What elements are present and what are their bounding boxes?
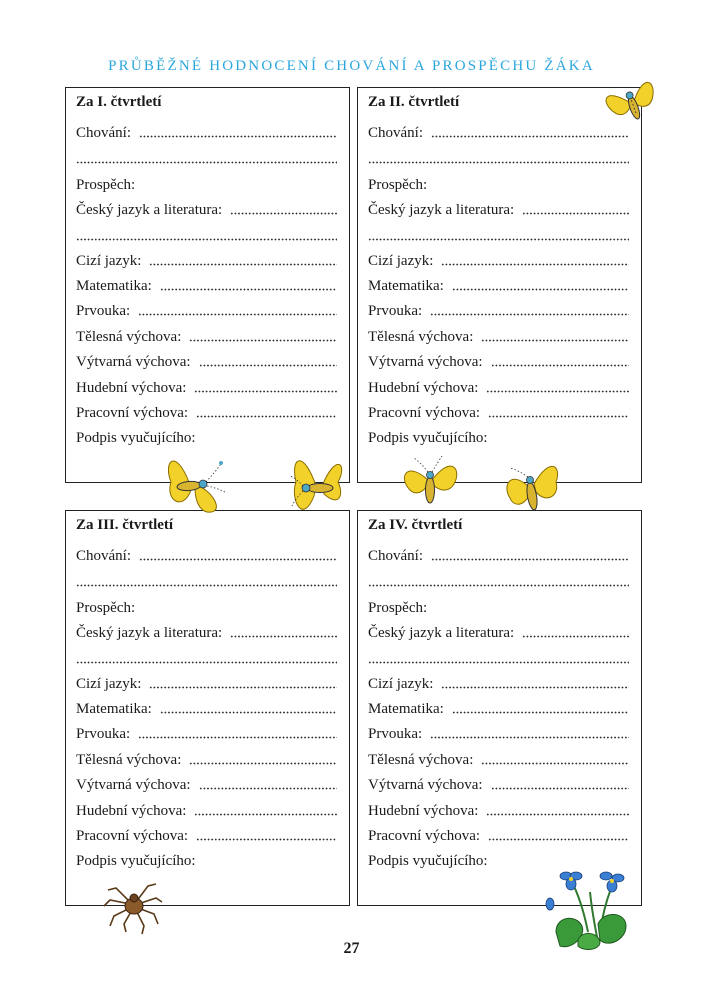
math-row[interactable] (76, 275, 337, 295)
dotted-line[interactable] (486, 813, 629, 816)
page-title: PRŮBĚŽNÉ HODNOCENÍ CHOVÁNÍ A PROSPĚCHU ŽÁKA (108, 58, 595, 74)
grades-row (368, 597, 629, 617)
dotted-line[interactable] (481, 339, 629, 342)
prvouka-label: Prvouka: (76, 726, 131, 742)
grades-row (76, 174, 337, 194)
dotted-line[interactable] (138, 313, 337, 316)
dotted-line[interactable] (368, 584, 629, 587)
signature-label: Podpis vyučujícího: (368, 853, 488, 869)
art-row[interactable] (368, 774, 629, 794)
signature-label: Podpis vyučujícího: (368, 430, 488, 446)
butterfly-icon (282, 448, 352, 528)
czech-row-2[interactable] (368, 225, 629, 245)
prvouka-label: Prvouka: (76, 303, 131, 319)
dotted-line[interactable] (491, 364, 629, 367)
work-label: Pracovní výchova: (76, 405, 189, 421)
foreign-label: Cizí jazyk: (368, 253, 434, 269)
work-label: Pracovní výchova: (368, 828, 481, 844)
czech-row[interactable] (368, 622, 629, 642)
dotted-line[interactable] (368, 661, 629, 664)
czech-row-2[interactable] (76, 225, 337, 245)
behavior-label: Chování: (368, 125, 423, 141)
math-label: Matematika: (368, 278, 444, 294)
dotted-line[interactable] (194, 390, 337, 393)
quarter-box-2 (357, 87, 642, 483)
grades-row (368, 174, 629, 194)
dotted-line[interactable] (199, 787, 337, 790)
dotted-line[interactable] (139, 558, 337, 561)
grades-label: Prospěch: (368, 600, 428, 616)
dotted-line[interactable] (430, 736, 629, 739)
dotted-line[interactable] (138, 736, 337, 739)
behavior-row[interactable] (368, 122, 629, 142)
signature-row[interactable] (368, 427, 629, 447)
foreign-label: Cizí jazyk: (368, 676, 434, 692)
signature-row[interactable] (76, 850, 337, 870)
signature-label: Podpis vyučujícího: (76, 853, 196, 869)
dotted-line[interactable] (149, 686, 337, 689)
behavior-row[interactable] (76, 545, 337, 565)
grades-label: Prospěch: (368, 177, 428, 193)
behavior-row[interactable] (76, 122, 337, 142)
quarter-box-1 (65, 87, 350, 483)
behavior-label: Chování: (368, 548, 423, 564)
behavior-label: Chování: (76, 548, 131, 564)
foreign-row[interactable] (76, 250, 337, 270)
dotted-line[interactable] (486, 390, 629, 393)
music-row[interactable] (368, 800, 629, 820)
dotted-line[interactable] (488, 415, 629, 418)
work-row[interactable] (76, 402, 337, 422)
czech-row-2[interactable] (76, 648, 337, 668)
math-row[interactable] (368, 698, 629, 718)
czech-label: Český jazyk a literatura: (368, 625, 515, 641)
math-label: Matematika: (368, 701, 444, 717)
prvouka-label: Prvouka: (368, 726, 423, 742)
behavior-row-2[interactable] (368, 571, 629, 591)
music-row[interactable] (368, 377, 629, 397)
dotted-line[interactable] (481, 762, 629, 765)
prvouka-label: Prvouka: (368, 303, 423, 319)
quarter-heading: Za IV. čtvrtletí (368, 517, 463, 533)
pe-row[interactable] (368, 749, 629, 769)
dotted-line[interactable] (488, 838, 629, 841)
czech-label: Český jazyk a literatura: (76, 202, 223, 218)
czech-label: Český jazyk a literatura: (76, 625, 223, 641)
art-label: Výtvarná výchova: (76, 777, 191, 793)
music-label: Hudební výchova: (368, 803, 479, 819)
dotted-line[interactable] (452, 288, 629, 291)
prvouka-row[interactable] (368, 300, 629, 320)
math-row[interactable] (76, 698, 337, 718)
prvouka-row[interactable] (368, 723, 629, 743)
grades-label: Prospěch: (76, 600, 136, 616)
dotted-line[interactable] (196, 415, 337, 418)
pe-label: Tělesná výchova: (368, 752, 474, 768)
quarter-box-3 (65, 510, 350, 906)
music-label: Hudební výchova: (368, 380, 479, 396)
page-number: 27 (343, 940, 360, 957)
dotted-line[interactable] (76, 661, 337, 664)
math-label: Matematika: (76, 701, 152, 717)
work-row[interactable] (368, 825, 629, 845)
math-label: Matematika: (76, 278, 152, 294)
art-row[interactable] (368, 351, 629, 371)
dotted-line[interactable] (230, 635, 337, 638)
dotted-line[interactable] (194, 813, 337, 816)
dotted-line[interactable] (199, 364, 337, 367)
music-label: Hudební výchova: (76, 380, 187, 396)
czech-row[interactable] (76, 622, 337, 642)
dotted-line[interactable] (139, 135, 337, 138)
dotted-line[interactable] (76, 238, 337, 241)
butterfly-icon (396, 450, 464, 510)
spider-icon (100, 872, 166, 936)
grades-row (76, 597, 337, 617)
dotted-line[interactable] (196, 838, 337, 841)
foreign-label: Cizí jazyk: (76, 676, 142, 692)
work-row[interactable] (76, 825, 337, 845)
work-label: Pracovní výchova: (76, 828, 189, 844)
work-row[interactable] (368, 402, 629, 422)
prvouka-row[interactable] (76, 300, 337, 320)
art-label: Výtvarná výchova: (368, 354, 483, 370)
dotted-line[interactable] (452, 711, 629, 714)
dotted-line[interactable] (189, 762, 337, 765)
dotted-line[interactable] (522, 635, 629, 638)
dotted-line[interactable] (149, 263, 337, 266)
behavior-row-2[interactable] (76, 571, 337, 591)
quarter-heading: Za III. čtvrtletí (76, 517, 174, 533)
dotted-line[interactable] (368, 161, 629, 164)
behavior-row-2[interactable] (368, 148, 629, 168)
pe-label: Tělesná výchova: (76, 329, 182, 345)
dotted-line[interactable] (431, 135, 629, 138)
pe-label: Tělesná výchova: (368, 329, 474, 345)
czech-label: Český jazyk a literatura: (368, 202, 515, 218)
dotted-line[interactable] (230, 212, 337, 215)
dotted-line[interactable] (189, 339, 337, 342)
foreign-row[interactable] (368, 250, 629, 270)
dotted-line[interactable] (441, 686, 629, 689)
art-row[interactable] (76, 351, 337, 371)
dotted-line[interactable] (76, 161, 337, 164)
dotted-line[interactable] (441, 263, 629, 266)
signature-label: Podpis vyučujícího: (76, 430, 196, 446)
behavior-label: Chování: (76, 125, 131, 141)
dotted-line[interactable] (491, 787, 629, 790)
prvouka-row[interactable] (76, 723, 337, 743)
quarter-box-4 (357, 510, 642, 906)
quarter-heading: Za I. čtvrtletí (76, 94, 162, 110)
butterfly-icon (155, 442, 235, 522)
dotted-line[interactable] (368, 238, 629, 241)
dotted-line[interactable] (160, 711, 337, 714)
music-row[interactable] (76, 800, 337, 820)
behavior-row-2[interactable] (76, 148, 337, 168)
grades-label: Prospěch: (76, 177, 136, 193)
art-label: Výtvarná výchova: (76, 354, 191, 370)
pe-row[interactable] (76, 326, 337, 346)
art-row[interactable] (76, 774, 337, 794)
quarter-heading: Za II. čtvrtletí (368, 94, 460, 110)
music-row[interactable] (76, 377, 337, 397)
czech-row[interactable] (368, 199, 629, 219)
art-label: Výtvarná výchova: (368, 777, 483, 793)
butterfly-icon (500, 452, 564, 524)
czech-row[interactable] (76, 199, 337, 219)
foreign-row[interactable] (76, 673, 337, 693)
dotted-line[interactable] (76, 584, 337, 587)
pe-row[interactable] (76, 749, 337, 769)
butterfly-icon (600, 72, 664, 132)
czech-row-2[interactable] (368, 648, 629, 668)
foreign-row[interactable] (368, 673, 629, 693)
math-row[interactable] (368, 275, 629, 295)
dotted-line[interactable] (431, 558, 629, 561)
dotted-line[interactable] (522, 212, 629, 215)
dotted-line[interactable] (430, 313, 629, 316)
pe-label: Tělesná výchova: (76, 752, 182, 768)
foreign-label: Cizí jazyk: (76, 253, 142, 269)
work-label: Pracovní výchova: (368, 405, 481, 421)
pe-row[interactable] (368, 326, 629, 346)
behavior-row[interactable] (368, 545, 629, 565)
music-label: Hudební výchova: (76, 803, 187, 819)
dotted-line[interactable] (160, 288, 337, 291)
